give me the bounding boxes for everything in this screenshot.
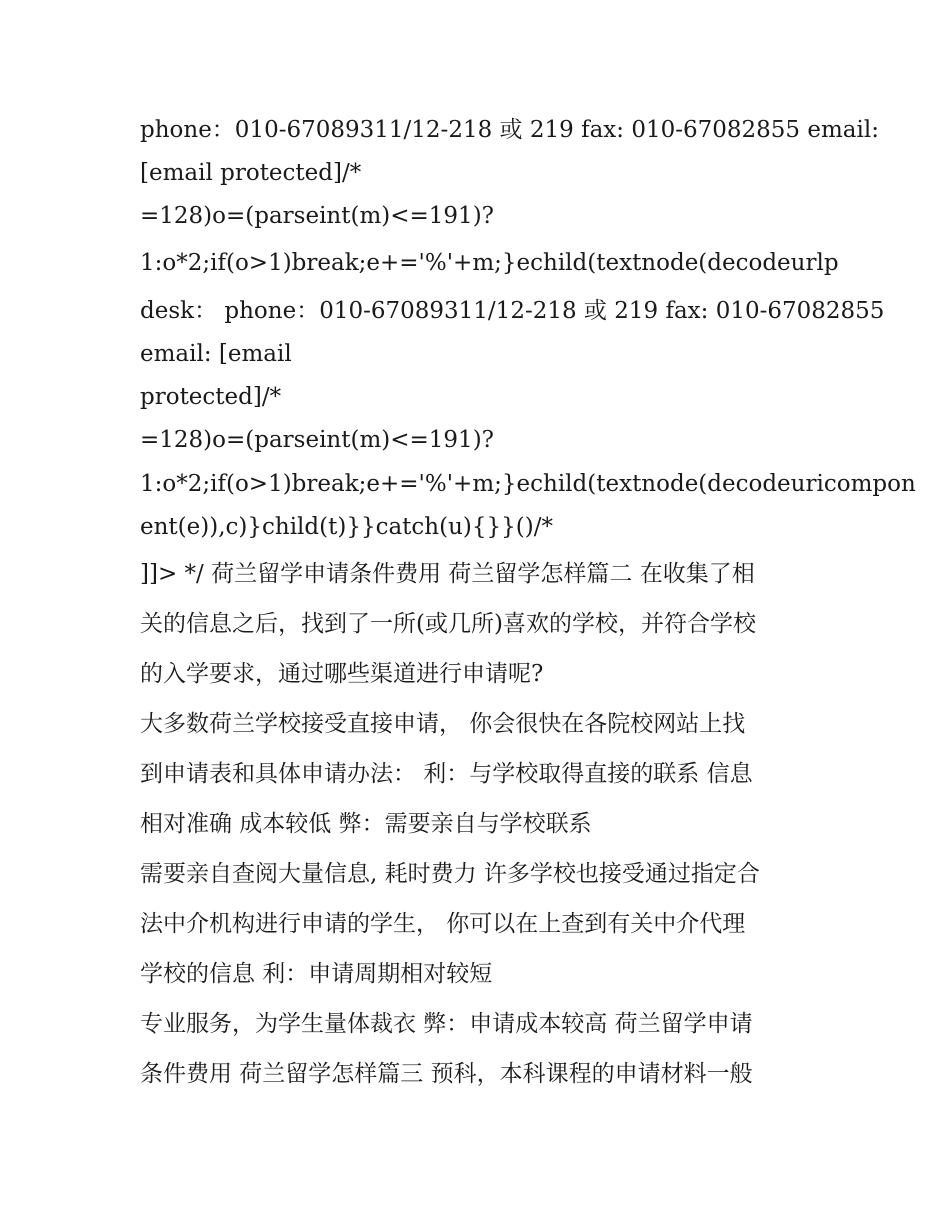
document-body [140, 108, 916, 1099]
text-line-19: 学校的信息 利：申请周期相对较短 [140, 961, 493, 987]
text-line-17: 需要亲自查阅大量信息, 耗时费力 许多学校也接受通过指定合 [140, 861, 760, 887]
text-line-4: 1:o*2;if(o>1)break;e+='%'+m;}echild(textnode(decodeurlp [140, 250, 839, 276]
text-line-6: email: [email [140, 341, 292, 367]
text-line-8: =128)o=(parseint(m)<=191)? [140, 427, 494, 453]
text-line-13: 的入学要求，通过哪些渠道进行申请呢? [140, 661, 544, 687]
text-line-18: 法中介机构进行申请的学生， 你可以在上查到有关中介代理 [140, 911, 746, 937]
text-line-15: 到申请表和具体申请办法： 利：与学校取得直接的联系 信息 [140, 761, 753, 787]
text-line-10: ent(e)),c)}child(t)}}catch(u){}}()/* [140, 514, 553, 540]
text-line-3: =128)o=(parseint(m)<=191)? [140, 203, 494, 229]
text-line-11: ]]> */ 荷兰留学申请条件费用 荷兰留学怎样篇二 在收集了相 [140, 561, 755, 587]
text-line-7: protected]/* [140, 384, 282, 410]
text-line-21: 条件费用 荷兰留学怎样篇三 预科，本科课程的申请材料一般 [140, 1061, 753, 1087]
text-line-5: desk： phone：010-67089311/12-218 或 219 fax: 010-67082855 [140, 298, 885, 324]
text-line-20: 专业服务，为学生量体裁衣 弊：申请成本较高 荷兰留学申请 [140, 1011, 753, 1037]
text-line-1: phone：010-67089311/12-218 或 219 fax: 010-67082855 email: [140, 117, 879, 143]
text-line-14: 大多数荷兰学校接受直接申请， 你会很快在各院校网站上找 [140, 711, 746, 737]
text-line-2: [email protected]/* [140, 160, 362, 186]
text-line-16: 相对准确 成本较低 弊：需要亲自与学校联系 [140, 811, 592, 837]
text-line-9: 1:o*2;if(o>1)break;e+='%'+m;}echild(textnode(decodeuricompon [140, 471, 916, 497]
text-line-12: 关的信息之后，找到了一所(或几所)喜欢的学校，并符合学校 [140, 611, 756, 637]
